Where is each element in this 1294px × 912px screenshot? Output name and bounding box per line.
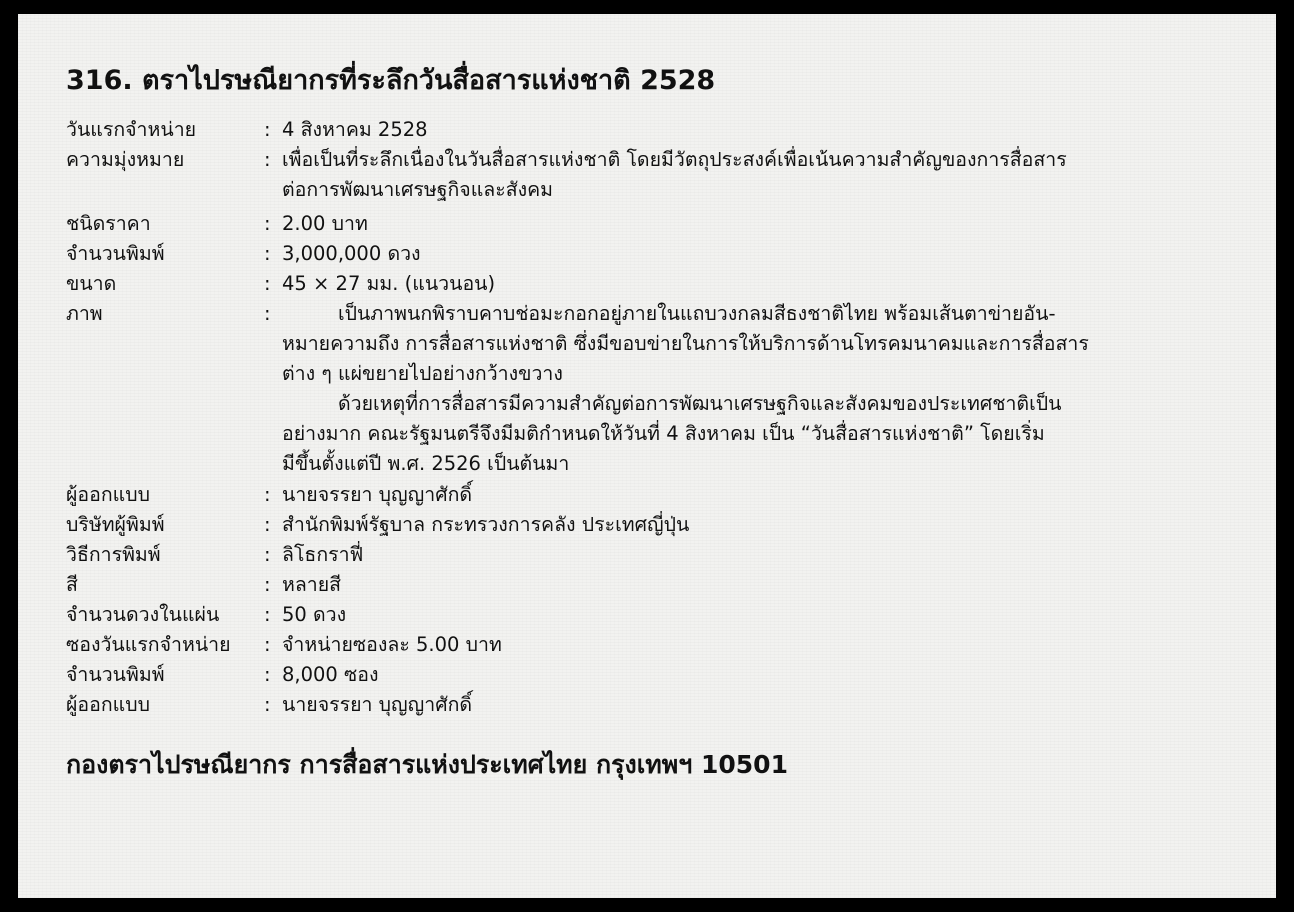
document-footer: กองตราไปรษณียากร การสื่อสารแห่งประเทศไทย กรุงเทพฯ 10501 <box>66 750 788 779</box>
spec-label: จำนวนพิมพ์ <box>66 242 165 265</box>
spec-value: หลายสี <box>282 573 342 596</box>
document-body <box>66 58 1236 870</box>
spec-colon: : <box>264 212 271 235</box>
spec-colon: : <box>264 513 271 536</box>
spec-colon: : <box>264 573 271 596</box>
spec-row-designer <box>66 480 1236 509</box>
spec-value-line: มีขึ้นตั้งแต่ปี พ.ศ. 2526 เป็นต้นมา <box>282 452 570 475</box>
spec-value: สำนักพิมพ์รัฐบาล กระทรวงการคลัง ประเทศญี่ปุ่น <box>282 513 690 536</box>
spec-colon: : <box>264 242 271 265</box>
spec-value: 8,000 ซอง <box>282 663 379 686</box>
spec-value-text: ด้วยเหตุที่การสื่อสารมีความสำคัญต่อการพัฒนาเศรษฐกิจและสังคมของประเทศชาติเป็น <box>338 392 1062 415</box>
spec-value <box>282 145 1236 205</box>
spec-label: ภาพ <box>66 302 103 325</box>
spec-colon: : <box>264 272 271 295</box>
spec-value: ลิโธกราฟี่ <box>282 543 364 566</box>
spec-value-line <box>282 389 1236 419</box>
spec-row-denomination <box>66 209 1236 238</box>
spec-label: ผู้ออกแบบ <box>66 483 150 506</box>
spec-value: 50 ดวง <box>282 603 347 626</box>
spec-row-purpose <box>66 145 1236 205</box>
spec-row-size <box>66 269 1236 298</box>
spec-row-printing-method <box>66 540 1236 569</box>
spec-label: วิธีการพิมพ์ <box>66 543 161 566</box>
spec-row-print-quantity <box>66 239 1236 268</box>
spec-value-line: หมายความถึง การสื่อสารแห่งชาติ ซึ่งมีขอบข่ายในการให้บริการด้านโทรคมนาคมและการสื่อสาร <box>282 332 1089 355</box>
spec-label: วันแรกจำหน่าย <box>66 118 197 141</box>
spec-row-first-day-of-issue <box>66 115 1236 144</box>
spec-row-design-description <box>66 299 1236 479</box>
spec-value-line: ต่าง ๆ แผ่ขยายไปอย่างกว้างขวาง <box>282 362 563 385</box>
spec-colon: : <box>264 118 271 141</box>
spec-colon: : <box>264 543 271 566</box>
spec-value: นายจรรยา บุญญาศักดิ์ <box>282 483 473 506</box>
spec-value: นายจรรยา บุญญาศักดิ์ <box>282 693 473 716</box>
spec-colon: : <box>264 603 271 626</box>
spec-list <box>66 115 1236 719</box>
spec-label: สี <box>66 573 78 596</box>
spec-label: ชนิดราคา <box>66 212 151 235</box>
spec-value: 2.00 บาท <box>282 212 368 235</box>
spec-value: 4 สิงหาคม 2528 <box>282 118 428 141</box>
spec-value-line: อย่างมาก คณะรัฐมนตรีจึงมีมติกำหนดให้วันที่ 4 สิงหาคม เป็น “วันสื่อสารแห่งชาติ” โดยเริ่ม <box>282 422 1045 445</box>
spec-colon: : <box>264 302 271 325</box>
spec-value-line <box>282 299 1236 329</box>
spec-row-fdc-designer <box>66 690 1236 719</box>
spec-label: จำนวนพิมพ์ <box>66 663 165 686</box>
page-title: 316. ตราไปรษณียากรที่ระลึกวันสื่อสารแห่งชาติ 2528 <box>66 65 716 96</box>
spec-row-color <box>66 570 1236 599</box>
spec-value-line: ต่อการพัฒนาเศรษฐกิจและสังคม <box>282 178 554 201</box>
spec-colon: : <box>264 663 271 686</box>
document-page <box>18 14 1276 898</box>
spec-row-fdc-quantity <box>66 660 1236 689</box>
spec-label: ซองวันแรกจำหน่าย <box>66 633 231 656</box>
spec-label: ผู้ออกแบบ <box>66 693 150 716</box>
spec-colon: : <box>264 483 271 506</box>
spec-value-line: เพื่อเป็นที่ระลึกเนื่องในวันสื่อสารแห่งชาติ โดยมีวัตถุประสงค์เพื่อเน้นความสำคัญของการสื่อสาร <box>282 148 1067 171</box>
spec-value: 45 × 27 มม. (แนวนอน) <box>282 272 496 295</box>
spec-row-stamps-per-sheet <box>66 600 1236 629</box>
spec-colon: : <box>264 693 271 716</box>
spec-row-fdc <box>66 630 1236 659</box>
spec-value <box>282 299 1236 479</box>
spec-value-text: เป็นภาพนกพิราบคาบช่อมะกอกอยู่ภายในแถบวงกลมสีธงชาติไทย พร้อมเส้นตาข่ายอัน- <box>338 302 1056 325</box>
spec-colon: : <box>264 633 271 656</box>
spec-label: บริษัทผู้พิมพ์ <box>66 513 165 536</box>
spec-value: 3,000,000 ดวง <box>282 242 421 265</box>
spec-label: ความมุ่งหมาย <box>66 148 185 171</box>
spec-colon: : <box>264 148 271 171</box>
spec-label: จำนวนดวงในแผ่น <box>66 603 220 626</box>
spec-label: ขนาด <box>66 272 117 295</box>
spec-value: จำหน่ายซองละ 5.00 บาท <box>282 633 502 656</box>
spec-row-printer <box>66 510 1236 539</box>
